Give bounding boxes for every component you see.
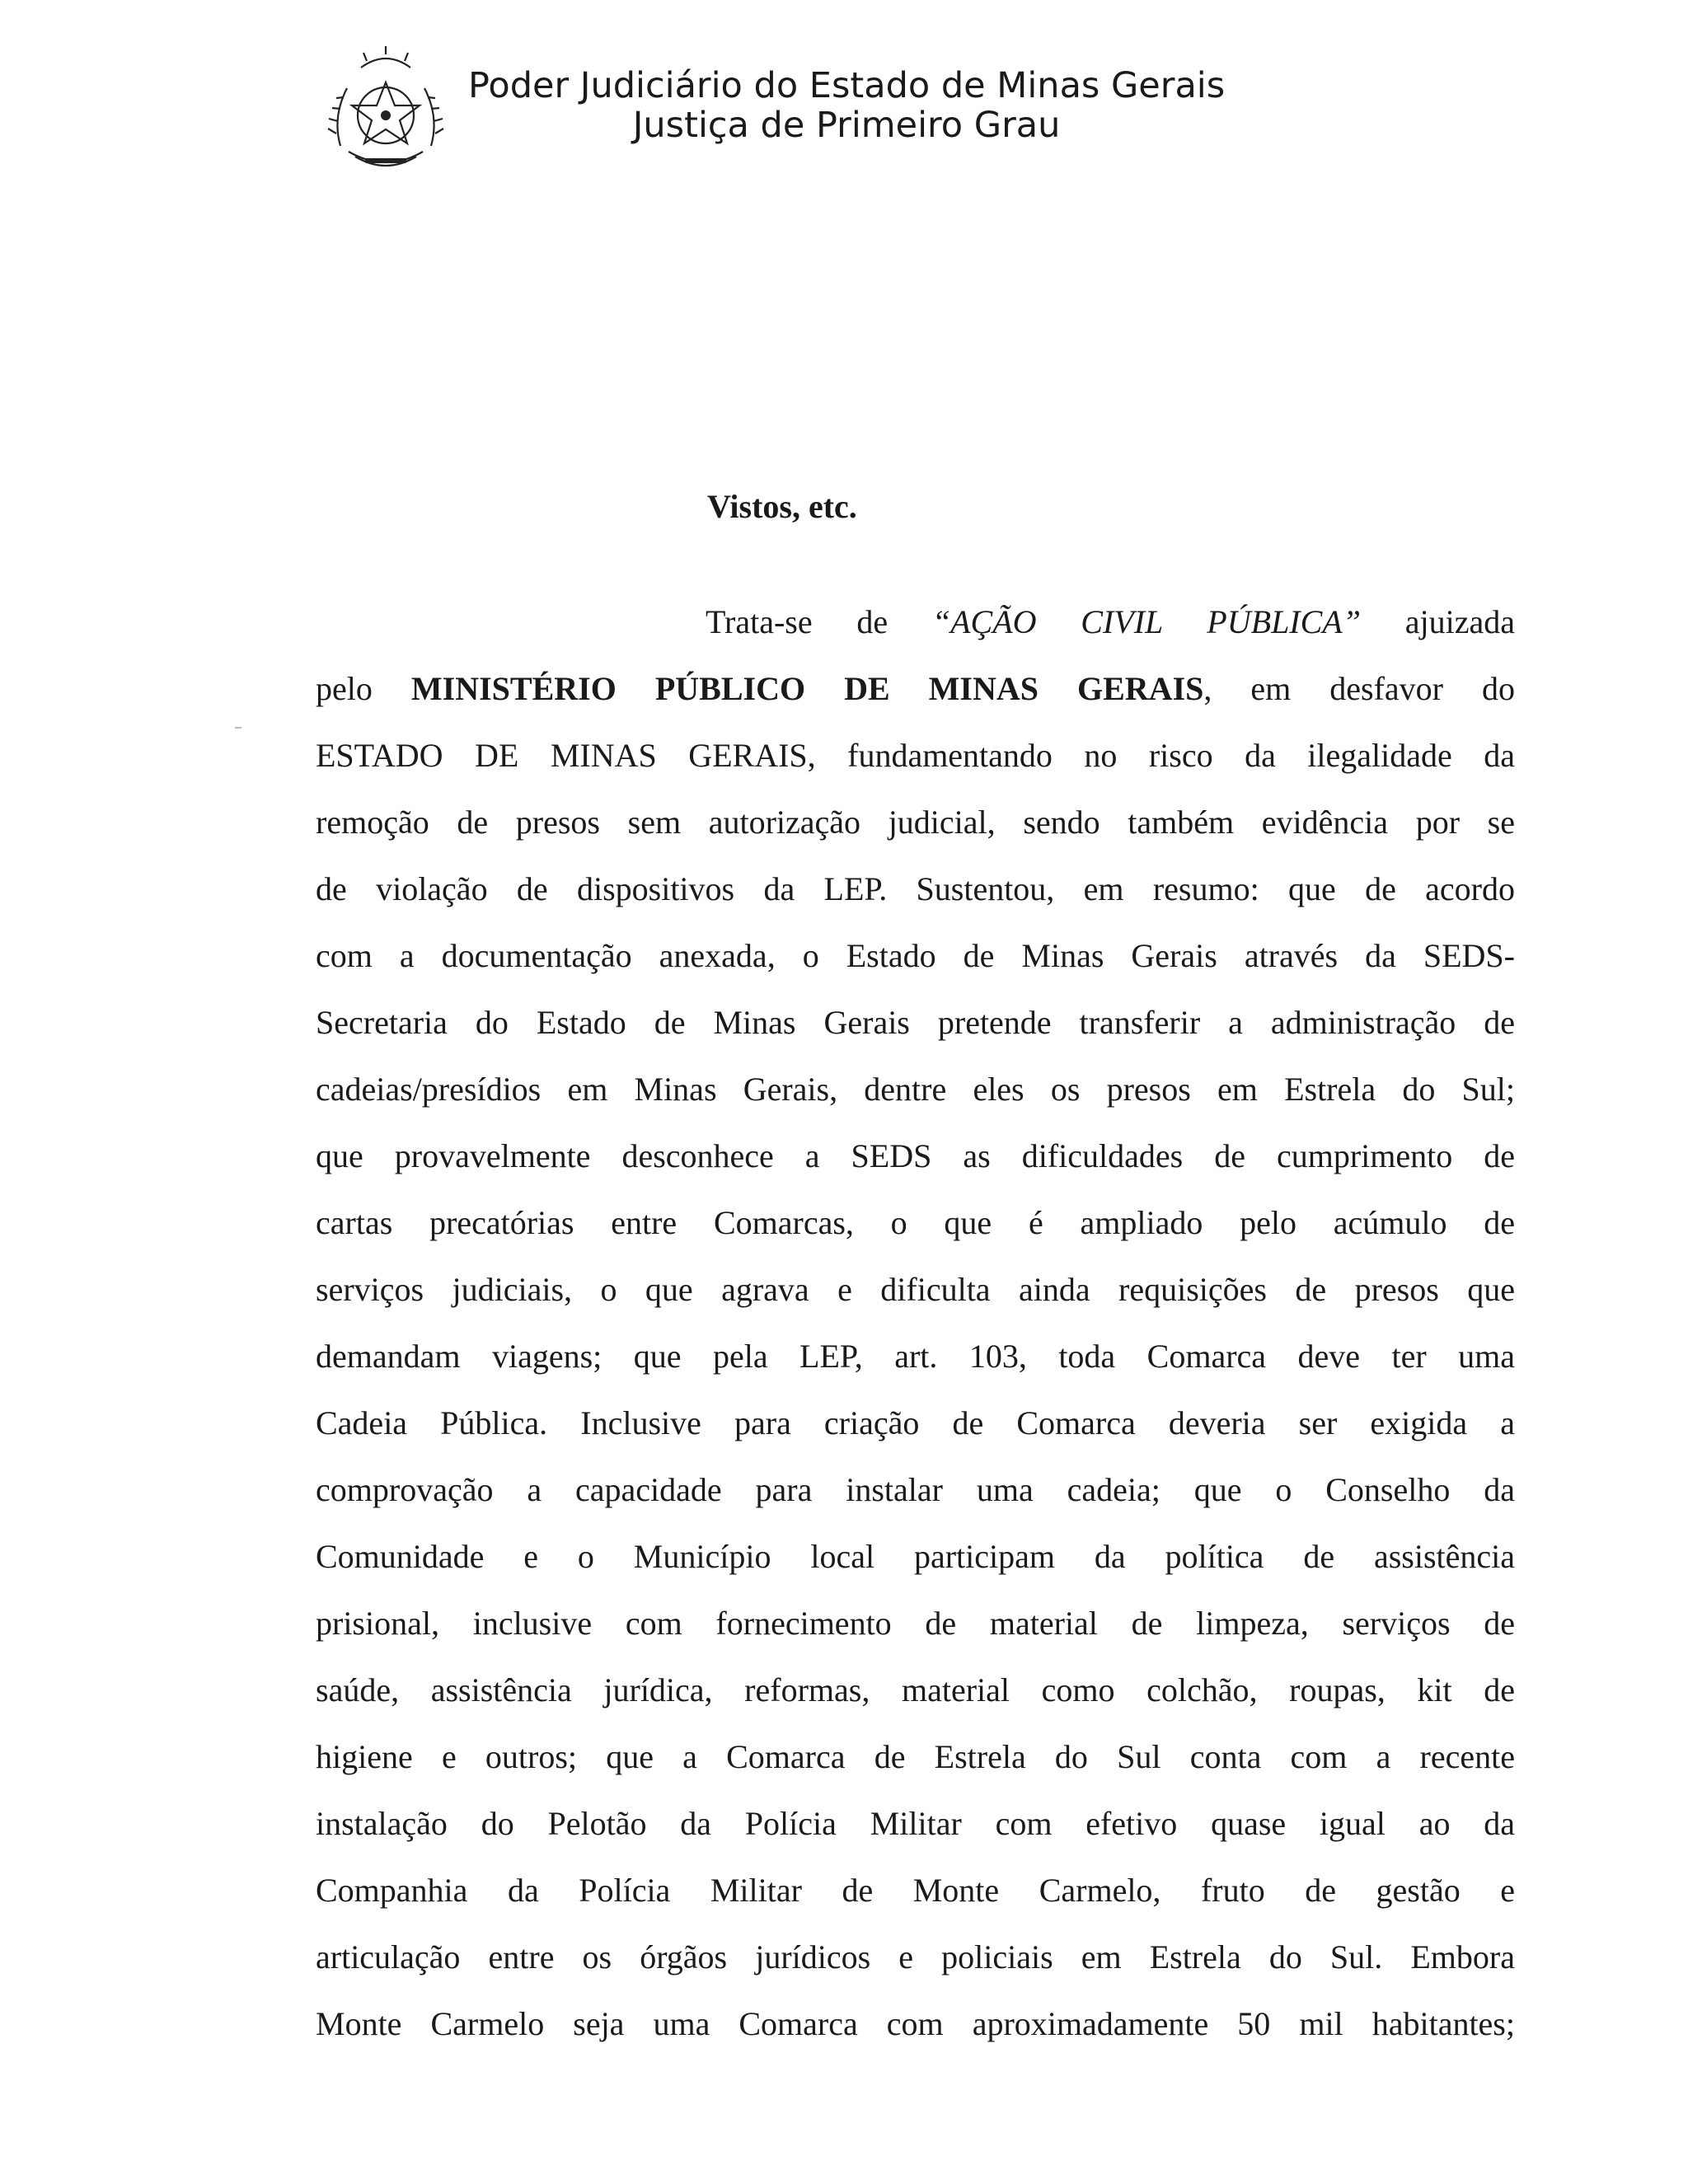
text-span: pelo (316, 670, 411, 707)
body-line: prisional, inclusive com fornecimento de material de limpeza, serviços de (316, 1605, 1515, 1642)
margin-mark (235, 727, 241, 729)
body-line: Comunidade e o Município local participam da política de assistência (316, 1538, 1515, 1575)
body-line: Secretaria do Estado de Minas Gerais pretende transferir a administração de (316, 1004, 1515, 1041)
header-title-block (468, 66, 1225, 145)
body-line: ESTADO DE MINAS GERAIS, fundamentando no risco da ilegalidade da (316, 737, 1515, 774)
document-body (316, 593, 1515, 2062)
text-span: ajuizada (1361, 603, 1515, 640)
document-header (316, 43, 1226, 183)
court-instance: Justiça de Primeiro Grau (632, 105, 1061, 146)
body-line: Monte Carmelo seja uma Comarca com aproximadamente 50 mil habitantes; (316, 2005, 1515, 2042)
body-line: remoção de presos sem autorização judicial, sendo também evidência por se (316, 804, 1515, 841)
document-heading: Vistos, etc. (707, 488, 857, 525)
plaintiff-name: MINISTÉRIO PÚBLICO DE MINAS GERAIS (410, 670, 1204, 707)
body-line: Companhia da Polícia Militar de Monte Carmelo, fruto de gestão e (316, 1872, 1515, 1909)
body-line: comprovação a capacidade para instalar uma cadeia; que o Conselho da (316, 1471, 1515, 1508)
body-line: que provavelmente desconhece a SEDS as dificuldades de cumprimento de (316, 1137, 1515, 1174)
body-line (316, 660, 1515, 727)
action-type: “AÇÃO CIVIL PÚBLICA” (931, 603, 1361, 640)
body-line: cartas precatórias entre Comarcas, o que é ampliado pelo acúmulo de (316, 1204, 1515, 1241)
body-line: serviços judiciais, o que agrava e dificulta ainda requisições de presos que (316, 1271, 1515, 1308)
text-span: , em desfavor do (1203, 670, 1515, 707)
body-line: Cadeia Pública. Inclusive para criação de Comarca deveria ser exigida a (316, 1404, 1515, 1441)
body-line: demandam viagens; que pela LEP, art. 103, toda Comarca deve ter uma (316, 1338, 1515, 1375)
body-line: saúde, assistência jurídica, reformas, material como colchão, roupas, kit de (316, 1671, 1515, 1708)
body-line (316, 593, 1515, 660)
body-line: cadeias/presídios em Minas Gerais, dentre eles os presos em Estrela do Sul; (316, 1071, 1515, 1108)
court-name: Poder Judiciário do Estado de Minas Gerais (468, 65, 1226, 106)
text-span: Trata-se de (706, 603, 932, 640)
body-line: de violação de dispositivos da LEP. Sustentou, em resumo: que de acordo (316, 870, 1515, 907)
coat-of-arms-seal-icon (316, 43, 456, 183)
body-line: com a documentação anexada, o Estado de Minas Gerais através da SEDS- (316, 937, 1515, 974)
body-line: articulação entre os órgãos jurídicos e policiais em Estrela do Sul. Embora (316, 1938, 1515, 1975)
body-line: instalação do Pelotão da Polícia Militar com efetivo quase igual ao da (316, 1805, 1515, 1842)
body-line: higiene e outros; que a Comarca de Estrela do Sul conta com a recente (316, 1738, 1515, 1775)
